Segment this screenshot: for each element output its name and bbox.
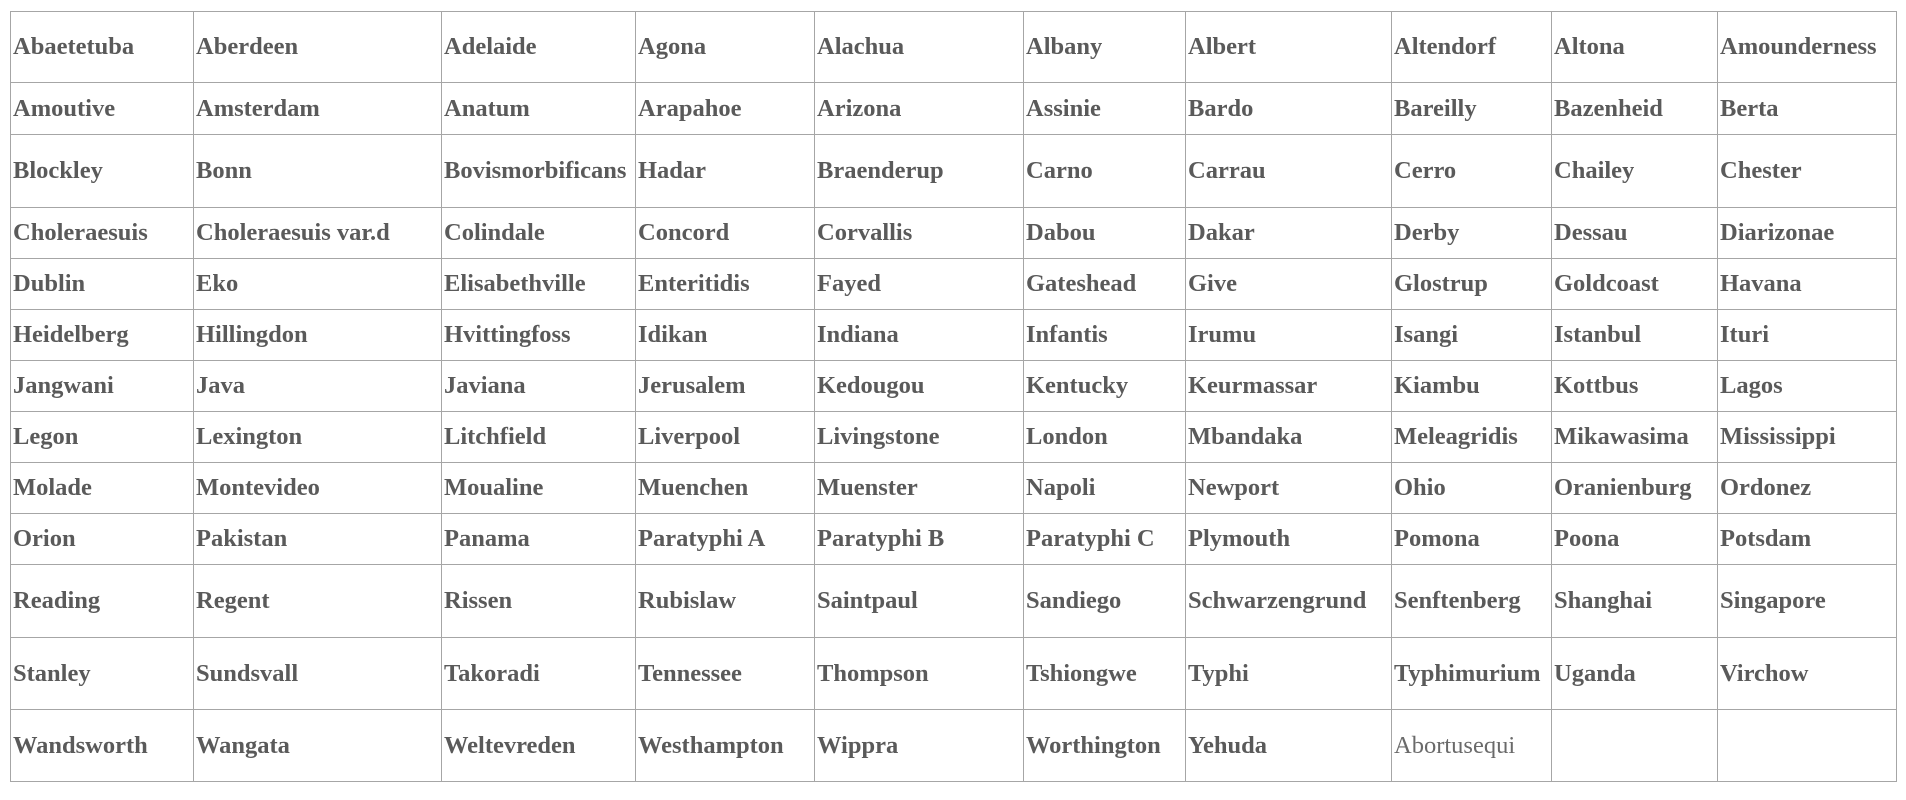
table-row [11,208,1897,259]
table-row [11,412,1897,463]
table-cell: Napoli [1024,463,1186,514]
table-cell: Virchow [1718,638,1897,710]
table-cell: Bonn [194,135,442,208]
table-cell: Eko [194,259,442,310]
table-cell: Infantis [1024,310,1186,361]
table-cell: Worthington [1024,710,1186,782]
table-cell: Adelaide [442,12,636,83]
table-cell: Typhimurium [1392,638,1552,710]
table-cell: Arapahoe [636,83,815,135]
table-cell: Jangwani [11,361,194,412]
table-cell: Java [194,361,442,412]
table-cell: Meleagridis [1392,412,1552,463]
table-cell: Chailey [1552,135,1718,208]
table-cell: Saintpaul [815,565,1024,638]
table-cell: Diarizonae [1718,208,1897,259]
table-cell: Bardo [1186,83,1392,135]
table-cell: Muenchen [636,463,815,514]
table-row [11,310,1897,361]
table-cell: Bovismorbificans [442,135,636,208]
table-cell: Braenderup [815,135,1024,208]
table-cell: Albany [1024,12,1186,83]
table-row [11,12,1897,83]
table-cell: Enteritidis [636,259,815,310]
table-cell: Havana [1718,259,1897,310]
table-cell: Typhi [1186,638,1392,710]
table-cell: Jerusalem [636,361,815,412]
table-cell: Tshiongwe [1024,638,1186,710]
table-cell: Irumu [1186,310,1392,361]
table-row [11,135,1897,208]
table-cell: London [1024,412,1186,463]
table-cell: Wandsworth [11,710,194,782]
table-cell: Plymouth [1186,514,1392,565]
table-cell: Liverpool [636,412,815,463]
table-cell: Abortusequi [1392,710,1552,782]
table-cell: Litchfield [442,412,636,463]
table-cell: Pakistan [194,514,442,565]
table-cell: Ordonez [1718,463,1897,514]
table-cell: Kentucky [1024,361,1186,412]
table-cell: Amoutive [11,83,194,135]
table-cell: Amsterdam [194,83,442,135]
table-cell: Molade [11,463,194,514]
table-cell: Wangata [194,710,442,782]
serotype-table [10,11,1897,782]
table-cell: Idikan [636,310,815,361]
table-cell: Muenster [815,463,1024,514]
table-cell: Amounderness [1718,12,1897,83]
table-cell: Rissen [442,565,636,638]
table-cell: Lagos [1718,361,1897,412]
table-cell: Sandiego [1024,565,1186,638]
table-cell: Kottbus [1552,361,1718,412]
table-cell: Aberdeen [194,12,442,83]
table-cell: Panama [442,514,636,565]
table-cell: Shanghai [1552,565,1718,638]
table-cell: Poona [1552,514,1718,565]
table-row [11,514,1897,565]
table-cell: Dabou [1024,208,1186,259]
table-cell: Agona [636,12,815,83]
table-cell: Reading [11,565,194,638]
table-cell: Kiambu [1392,361,1552,412]
table-cell: Bareilly [1392,83,1552,135]
table-row [11,638,1897,710]
table-cell: Livingstone [815,412,1024,463]
table-cell: Hadar [636,135,815,208]
table-cell: Concord [636,208,815,259]
table-cell: Paratyphi A [636,514,815,565]
empty-cell [1552,710,1718,782]
table-cell: Cerro [1392,135,1552,208]
table-cell: Arizona [815,83,1024,135]
table-cell: Corvallis [815,208,1024,259]
table-cell: Weltevreden [442,710,636,782]
table-cell: Ituri [1718,310,1897,361]
table-cell: Carrau [1186,135,1392,208]
table-cell: Anatum [442,83,636,135]
table-cell: Indiana [815,310,1024,361]
table-cell: Istanbul [1552,310,1718,361]
table-cell: Bazenheid [1552,83,1718,135]
table-cell: Moualine [442,463,636,514]
table-cell: Choleraesuis [11,208,194,259]
table-cell: Yehuda [1186,710,1392,782]
table-cell: Blockley [11,135,194,208]
table-cell: Hillingdon [194,310,442,361]
table-cell: Abaetetuba [11,12,194,83]
table-cell: Oranienburg [1552,463,1718,514]
table-cell: Berta [1718,83,1897,135]
table-cell: Wippra [815,710,1024,782]
table-cell: Chester [1718,135,1897,208]
table-cell: Goldcoast [1552,259,1718,310]
table-cell: Singapore [1718,565,1897,638]
table-cell: Carno [1024,135,1186,208]
table-cell: Dessau [1552,208,1718,259]
table-row [11,710,1897,782]
table-cell: Albert [1186,12,1392,83]
table-cell: Hvittingfoss [442,310,636,361]
table-cell: Regent [194,565,442,638]
table-cell: Give [1186,259,1392,310]
table-cell: Montevideo [194,463,442,514]
table-cell: Dublin [11,259,194,310]
table-cell: Glostrup [1392,259,1552,310]
table-row [11,463,1897,514]
table-cell: Colindale [442,208,636,259]
table-cell: Gateshead [1024,259,1186,310]
table-cell: Mississippi [1718,412,1897,463]
table-cell: Derby [1392,208,1552,259]
table-cell: Legon [11,412,194,463]
table-cell: Stanley [11,638,194,710]
table-cell: Heidelberg [11,310,194,361]
table-cell: Isangi [1392,310,1552,361]
table-cell: Fayed [815,259,1024,310]
table-cell: Altona [1552,12,1718,83]
table-cell: Altendorf [1392,12,1552,83]
table-cell: Elisabethville [442,259,636,310]
table-cell: Schwarzengrund [1186,565,1392,638]
table-cell: Thompson [815,638,1024,710]
table-cell: Javiana [442,361,636,412]
table-cell: Paratyphi C [1024,514,1186,565]
table-cell: Mbandaka [1186,412,1392,463]
table-cell: Potsdam [1718,514,1897,565]
table-cell: Orion [11,514,194,565]
table-cell: Pomona [1392,514,1552,565]
table-cell: Uganda [1552,638,1718,710]
table-cell: Alachua [815,12,1024,83]
table-cell: Choleraesuis var.d [194,208,442,259]
table-cell: Tennessee [636,638,815,710]
table-row [11,259,1897,310]
table-cell: Mikawasima [1552,412,1718,463]
table-cell: Sundsvall [194,638,442,710]
table-cell: Keurmassar [1186,361,1392,412]
table-cell: Paratyphi B [815,514,1024,565]
table-cell: Ohio [1392,463,1552,514]
table-row [11,83,1897,135]
table-cell: Dakar [1186,208,1392,259]
table-body [11,12,1897,782]
table-cell: Newport [1186,463,1392,514]
table-cell: Senftenberg [1392,565,1552,638]
table-cell: Takoradi [442,638,636,710]
table-row [11,361,1897,412]
table-cell: Assinie [1024,83,1186,135]
table-row [11,565,1897,638]
table-cell: Westhampton [636,710,815,782]
table-cell: Lexington [194,412,442,463]
empty-cell [1718,710,1897,782]
table-cell: Rubislaw [636,565,815,638]
table-cell: Kedougou [815,361,1024,412]
